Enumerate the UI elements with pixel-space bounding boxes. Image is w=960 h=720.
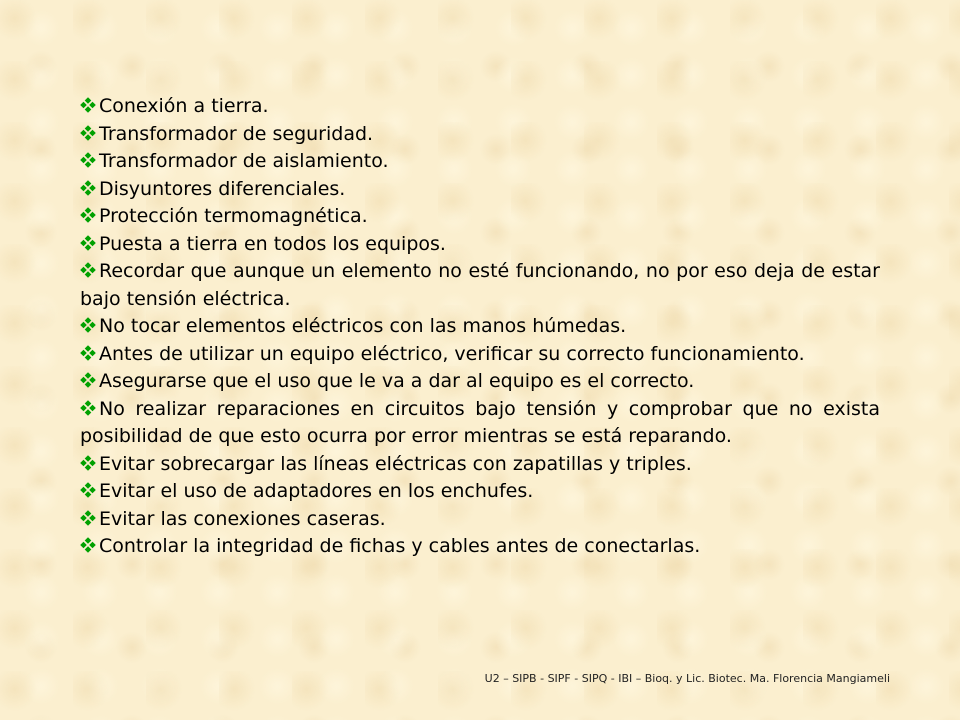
safety-measures-list bbox=[80, 93, 880, 561]
four-diamond-bullet-icon bbox=[80, 455, 96, 471]
list-item bbox=[80, 258, 880, 313]
four-diamond-bullet-icon bbox=[80, 317, 96, 333]
list-item bbox=[80, 478, 880, 506]
four-diamond-bullet-icon bbox=[80, 262, 96, 278]
footer-credit: U2 – SIPB - SIPF - SIPQ - IBI – Bioq. y Lic. Biotec. Ma. Florencia Mangiameli bbox=[484, 672, 890, 685]
list-item bbox=[80, 93, 880, 121]
list-item bbox=[80, 533, 880, 561]
list-item-text: Asegurarse que el uso que le va a dar al equipo es el correcto. bbox=[99, 370, 695, 392]
four-diamond-bullet-icon bbox=[80, 125, 96, 141]
list-item bbox=[80, 396, 880, 451]
four-diamond-bullet-icon bbox=[80, 400, 96, 416]
four-diamond-bullet-icon bbox=[80, 482, 96, 498]
list-item bbox=[80, 313, 880, 341]
list-item bbox=[80, 148, 880, 176]
list-item-text: Transformador de seguridad. bbox=[99, 122, 374, 145]
list-item-text: Evitar las conexiones caseras. bbox=[99, 507, 386, 530]
list-item-text: Protección termomagnética. bbox=[99, 205, 368, 227]
list-item bbox=[80, 506, 880, 534]
list-item-text: Controlar la integridad de fichas y cables antes de conectarlas. bbox=[99, 535, 701, 557]
four-diamond-bullet-icon bbox=[80, 235, 96, 251]
four-diamond-bullet-icon bbox=[80, 207, 96, 223]
list-item bbox=[80, 176, 880, 204]
four-diamond-bullet-icon bbox=[80, 180, 96, 196]
list-item-text: Evitar sobrecargar las líneas eléctricas con zapatillas y triples. bbox=[99, 452, 692, 475]
four-diamond-bullet-icon bbox=[80, 372, 96, 388]
four-diamond-bullet-icon bbox=[80, 537, 96, 553]
list-item bbox=[80, 341, 880, 369]
list-item-text: Conexión a tierra. bbox=[99, 95, 269, 117]
list-item bbox=[80, 368, 880, 396]
list-item-text: Puesta a tierra en todos los equipos. bbox=[99, 232, 446, 255]
list-item-text: No realizar reparaciones en circuitos bajo tensión y comprobar que no exista posibilidad de que esto ocurra por error mientras se está reparando. bbox=[80, 397, 880, 447]
list-item bbox=[80, 203, 880, 231]
list-item-text: Evitar el uso de adaptadores en los enchufes. bbox=[99, 480, 534, 502]
four-diamond-bullet-icon bbox=[80, 510, 96, 526]
list-item bbox=[80, 121, 880, 149]
list-item-text: Antes de utilizar un equipo eléctrico, verificar su correcto funcionamiento. bbox=[99, 342, 805, 365]
four-diamond-bullet-icon bbox=[80, 97, 96, 113]
list-item-text: Disyuntores diferenciales. bbox=[99, 177, 346, 200]
list-item bbox=[80, 451, 880, 479]
four-diamond-bullet-icon bbox=[80, 345, 96, 361]
list-item-text: Recordar que aunque un elemento no esté funcionando, no por eso deja de estar bajo tensión eléctrica. bbox=[80, 260, 880, 310]
list-item-text: No tocar elementos eléctricos con las manos húmedas. bbox=[99, 315, 627, 337]
list-item-text: Transformador de aislamiento. bbox=[99, 150, 389, 172]
list-item bbox=[80, 231, 880, 259]
four-diamond-bullet-icon bbox=[80, 152, 96, 168]
